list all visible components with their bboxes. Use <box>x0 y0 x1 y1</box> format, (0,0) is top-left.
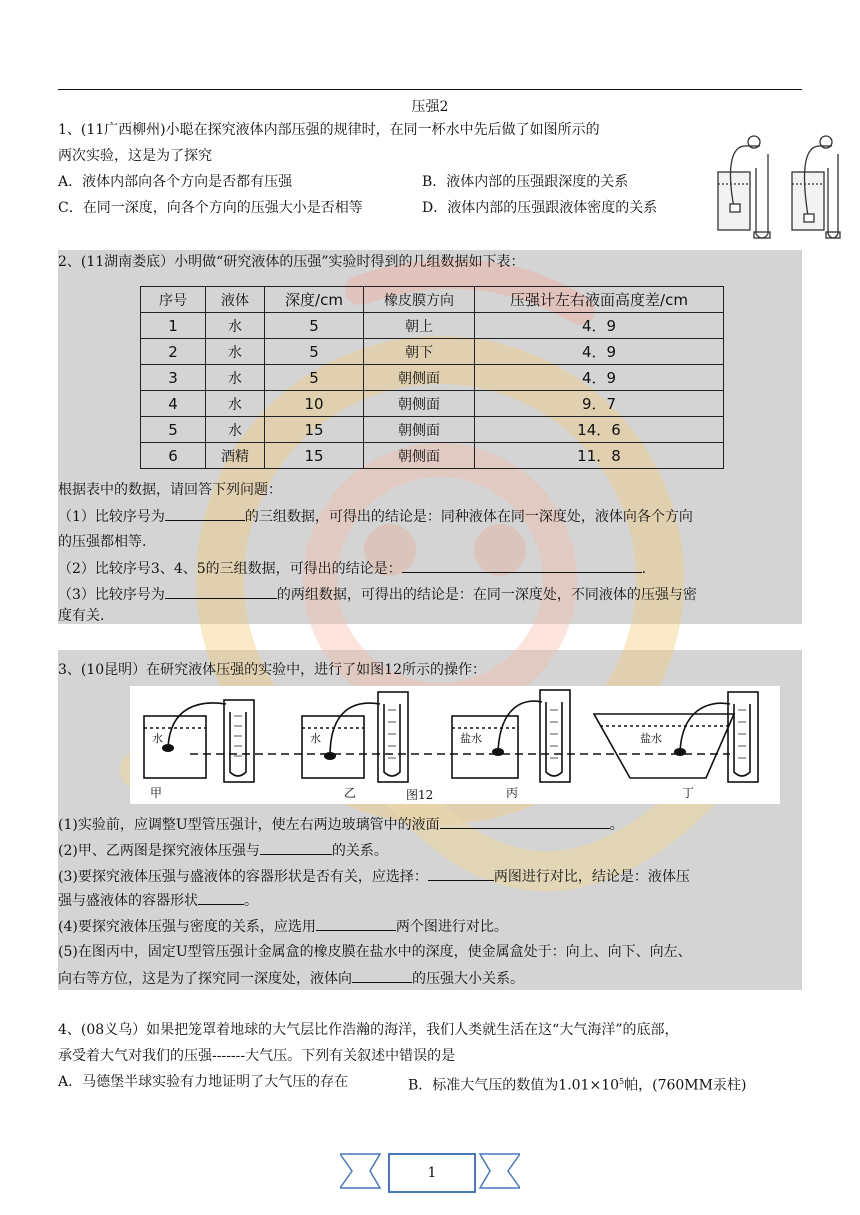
table-cell: 朝下 <box>364 339 475 365</box>
liquid-label: 水 <box>152 732 163 745</box>
answer-blank[interactable] <box>428 866 494 881</box>
table-header-cell: 深度/cm <box>265 287 364 313</box>
page-number: 1 <box>388 1153 476 1193</box>
q3-part-2: (2)甲、乙两图是探究液体压强与 的关系。 <box>58 840 388 861</box>
table-cell: 朝上 <box>364 313 475 339</box>
table-cell: 9．7 <box>475 391 724 417</box>
q4-line-1: 4、(08义乌）如果把笼罩着地球的大气层比作浩瀚的海洋，我们人类就生活在这“大气海洋”的底部， <box>58 1022 679 1038</box>
table-cell: 水 <box>206 313 265 339</box>
q2-sub-2: （2）比较序号3、4、5的三组数据，可得出的结论是： . <box>58 558 646 579</box>
table-cell: 11．8 <box>475 443 724 469</box>
liquid-label: 盐水 <box>460 732 482 745</box>
table-cell: 15 <box>265 443 364 469</box>
table-header-cell: 橡皮膜方向 <box>364 287 475 313</box>
table-cell: 10 <box>265 391 364 417</box>
q1-option-b: B．液体内部的压强跟深度的关系 <box>422 174 629 190</box>
page-title: 压强2 <box>411 99 449 115</box>
table-header-row <box>141 287 724 313</box>
table-cell: 5 <box>141 417 206 443</box>
table-cell: 水 <box>206 417 265 443</box>
header-rule <box>58 89 802 90</box>
q1-option-d: D．液体内部的压强跟液体密度的关系 <box>422 200 658 216</box>
table-cell: 水 <box>206 365 265 391</box>
q3-part-5-cont: 向右等方位，这是为了探究同一深度处，液体向 的压强大小关系。 <box>58 968 524 989</box>
table-cell: 水 <box>206 339 265 365</box>
table-header-cell: 压强计左右液面高度差/cm <box>475 287 724 313</box>
table-cell: 4．9 <box>475 313 724 339</box>
q2-lead: 根据表中的数据，请回答下列问题： <box>58 482 282 498</box>
q4-line-2: 承受着大气对我们的压强-------大气压。下列有关叙述中错误的是 <box>58 1048 456 1064</box>
answer-blank[interactable] <box>198 890 244 905</box>
table-cell: 朝侧面 <box>364 443 475 469</box>
q1-option-c: C．在同一深度，向各个方向的压强大小是否相等 <box>58 200 363 216</box>
q1-pressure-gauge-figure <box>712 124 844 244</box>
answer-blank[interactable] <box>440 814 610 829</box>
table-cell: 1 <box>141 313 206 339</box>
q1-line-1: 1、(11广西柳州)小聪在探究液体内部压强的规律时，在同一杯水中先后做了如图所示的 <box>58 122 600 138</box>
table-cell: 5 <box>265 339 364 365</box>
table-row <box>141 313 724 339</box>
q3-part-1: (1)实验前，应调整U型管压强计，使左右两边玻璃管中的液面 。 <box>58 814 624 835</box>
q4-option-a: A．马德堡半球实验有力地证明了大气压的存在 <box>58 1074 349 1090</box>
q4-option-b: B．标准大气压的数值为$1.01\times 10^5$帕，(760MM汞柱) <box>408 1077 747 1094</box>
table-row <box>141 417 724 443</box>
answer-blank[interactable] <box>402 558 642 573</box>
table-cell: 2 <box>141 339 206 365</box>
answer-blank[interactable] <box>165 584 277 599</box>
q2-intro: 2、(11湖南娄底）小明做“研究液体的压强”实验时得到的几组数据如下表： <box>58 254 525 270</box>
table-cell: 朝侧面 <box>364 365 475 391</box>
table-cell: 3 <box>141 365 206 391</box>
figure-caption: 图12 <box>406 788 434 802</box>
figure-label: 乙 <box>344 786 357 800</box>
answer-blank[interactable] <box>165 506 245 521</box>
table-cell: 14．6 <box>475 417 724 443</box>
q3-part-5: (5)在图丙中，固定U型管压强计金属盒的橡皮膜在盐水中的深度，使金属盒处于：向上、向下、向左、 <box>58 944 692 960</box>
table-cell: 5 <box>265 313 364 339</box>
table-cell: 酒精 <box>206 443 265 469</box>
table-cell: 5 <box>265 365 364 391</box>
q3-part-3-cont: 强与盛液体的容器形状 。 <box>58 890 258 911</box>
table-row <box>141 339 724 365</box>
liquid-label: 盐水 <box>640 732 662 745</box>
figure-label: 丙 <box>506 786 519 800</box>
figure-label: 丁 <box>682 786 695 800</box>
q2-data-table <box>140 286 724 469</box>
liquid-label: 水 <box>310 732 321 745</box>
q3-intro: 3、(10昆明）在研究液体压强的实验中，进行了如图12所示的操作： <box>58 662 486 678</box>
table-cell: 4 <box>141 391 206 417</box>
table-header-cell: 液体 <box>206 287 265 313</box>
table-cell: 4．9 <box>475 339 724 365</box>
table-cell: 6 <box>141 443 206 469</box>
answer-blank[interactable] <box>316 916 396 931</box>
table-row <box>141 365 724 391</box>
q1-line-2: 两次实验，这是为了探究 <box>58 148 212 164</box>
table-row <box>141 391 724 417</box>
answer-blank[interactable] <box>352 968 412 983</box>
figure-label: 甲 <box>150 786 163 800</box>
table-header-cell: 序号 <box>141 287 206 313</box>
q2-sub-1: （1）比较序号为 的三组数据，可得出的结论是：同种液体在同一深度处，液体向各个方向 <box>58 506 693 527</box>
q3-figure-12 <box>130 686 780 804</box>
q3-part-4: (4)要探究液体压强与密度的关系，应选用 两个图进行对比。 <box>58 916 508 937</box>
table-cell: 朝侧面 <box>364 417 475 443</box>
table-cell: 4．9 <box>475 365 724 391</box>
table-row <box>141 443 724 469</box>
answer-blank[interactable] <box>260 840 332 855</box>
table-cell: 15 <box>265 417 364 443</box>
q2-sub-1-cont: 的压强都相等. <box>58 534 147 550</box>
q3-part-3: (3)要探究液体压强与盛液体的容器形状是否有关，应选择： 两图进行对比，结论是：液体压 <box>58 866 690 887</box>
q2-sub-3-cont: 度有关. <box>58 608 105 624</box>
table-cell: 水 <box>206 391 265 417</box>
table-cell: 朝侧面 <box>364 391 475 417</box>
q2-sub-3: （3）比较序号为 的两组数据，可得出的结论是：在同一深度处，不同液体的压强与密 <box>58 584 697 605</box>
q1-option-a: A．液体内部向各个方向是否都有压强 <box>58 174 293 190</box>
